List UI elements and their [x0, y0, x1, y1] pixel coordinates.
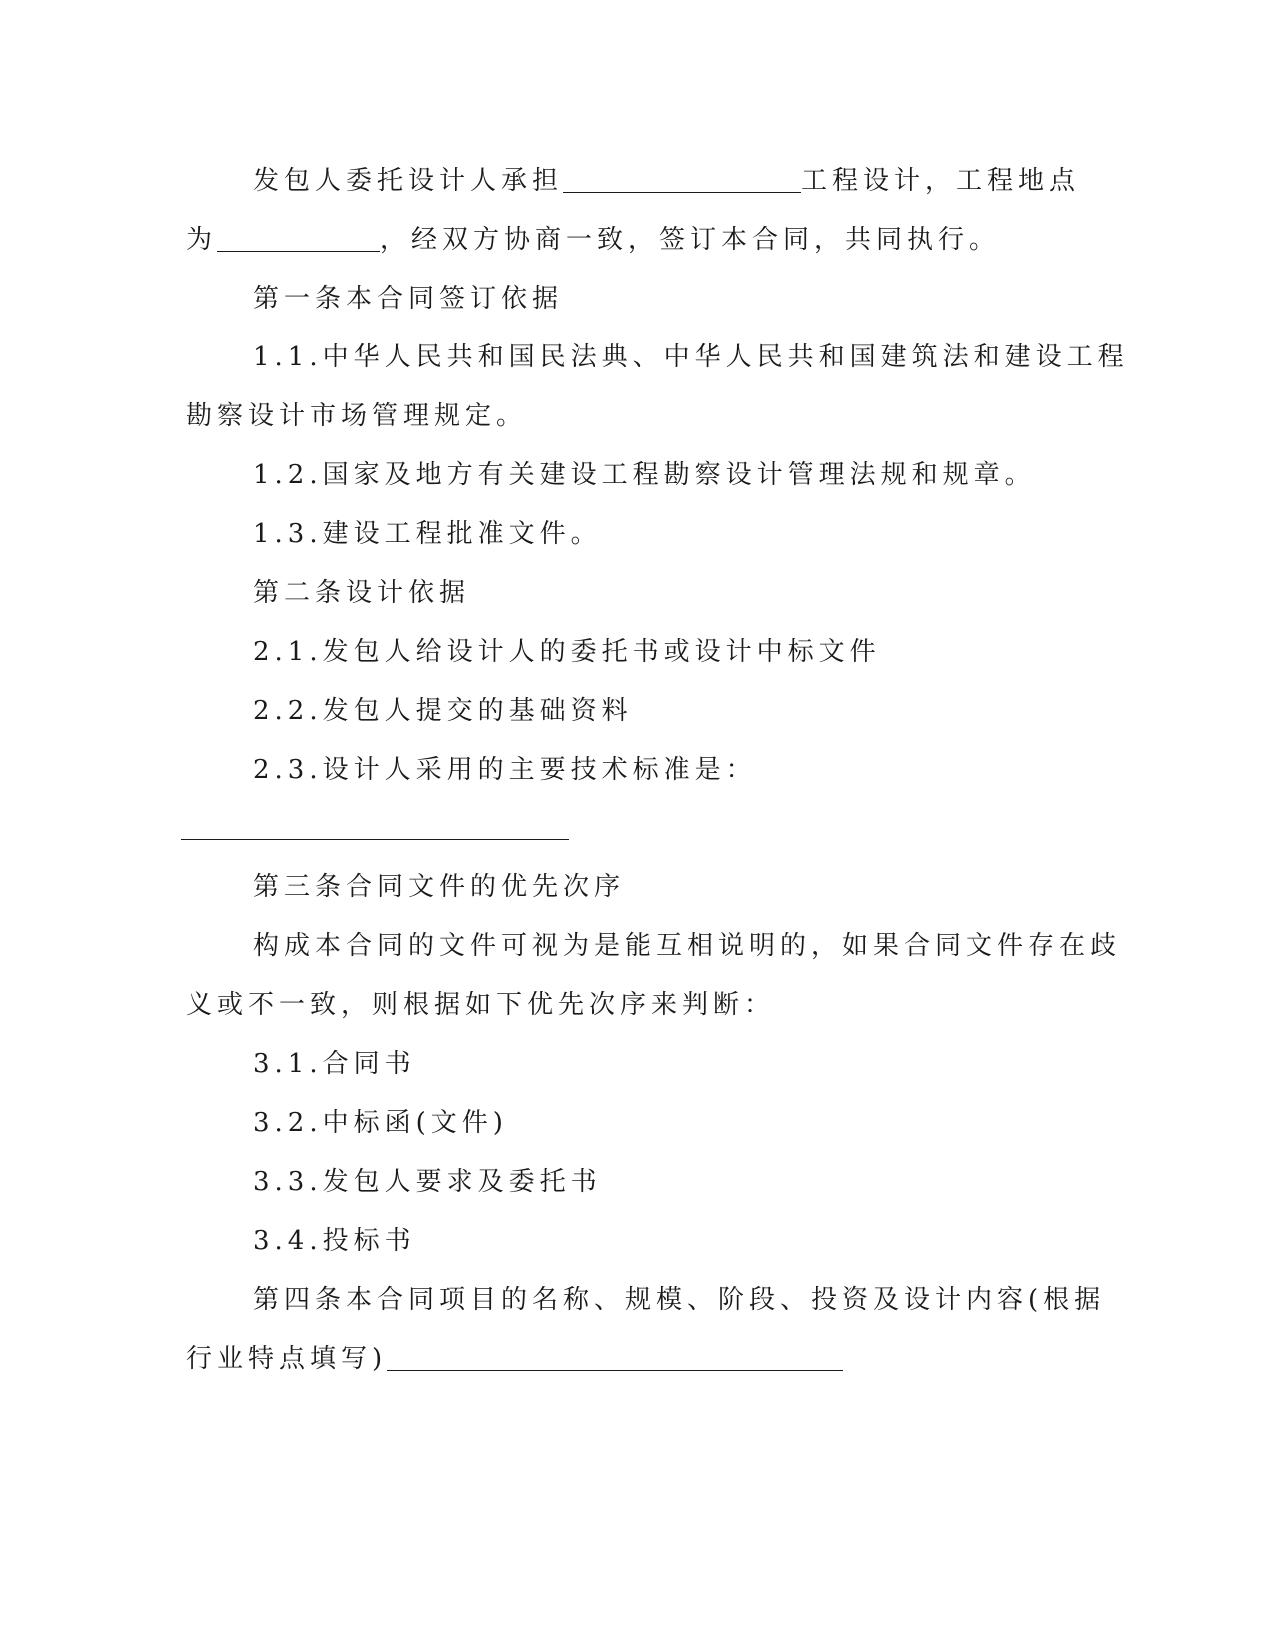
article-4-line-2 — [186, 1341, 843, 1377]
article-1-title: 第一条本合同签订依据 — [253, 284, 564, 314]
article-3-intro-line-1: 构成本合同的文件可视为是能互相说明的，如果合同文件存在歧 — [253, 931, 1122, 961]
intro-line-2 — [186, 222, 1000, 258]
clause-1-3: 1.3.建设工程批准文件。 — [253, 519, 602, 549]
clause-3-1: 3.1.合同书 — [253, 1049, 416, 1079]
project-details-blank[interactable] — [387, 1344, 843, 1371]
clause-2-2: 2.2.发包人提交的基础资料 — [253, 696, 633, 726]
clause-2-3: 2.3.设计人采用的主要技术标准是： — [253, 755, 757, 785]
intro-text-c: 为 — [186, 225, 218, 255]
clause-1-1-line-2: 勘察设计市场管理规定。 — [186, 401, 528, 431]
location-blank[interactable] — [217, 225, 380, 252]
project-name-blank[interactable] — [563, 166, 801, 193]
standards-blank[interactable] — [181, 839, 569, 840]
article-4-line-1: 第四条本合同项目的名称、规模、阶段、投资及设计内容(根据 — [253, 1285, 1106, 1315]
article-4-text-b: 行业特点填写) — [186, 1344, 388, 1374]
article-3-title: 第三条合同文件的优先次序 — [253, 872, 626, 902]
clause-2-1: 2.1.发包人给设计人的委托书或设计中标文件 — [253, 637, 881, 667]
intro-text-b: 工程设计，工程地点 — [801, 166, 1081, 196]
clause-1-2: 1.2.国家及地方有关建设工程勘察设计管理法规和规章。 — [253, 460, 1036, 490]
article-2-title: 第二条设计依据 — [253, 578, 471, 608]
intro-text-a: 发包人委托设计人承担 — [253, 166, 564, 196]
clause-1-1-line-1: 1.1.中华人民共和国民法典、中华人民共和国建筑法和建设工程 — [253, 342, 1129, 372]
article-3-intro-line-2: 义或不一致，则根据如下优先次序来判断： — [186, 990, 776, 1020]
intro-text-d: ，经双方协商一致，签订本合同，共同执行。 — [380, 225, 1001, 255]
clause-3-2: 3.2.中标函(文件) — [253, 1108, 508, 1138]
intro-line-1 — [253, 163, 1080, 199]
clause-3-4: 3.4.投标书 — [253, 1226, 416, 1256]
clause-3-3: 3.3.发包人要求及委托书 — [253, 1167, 602, 1197]
